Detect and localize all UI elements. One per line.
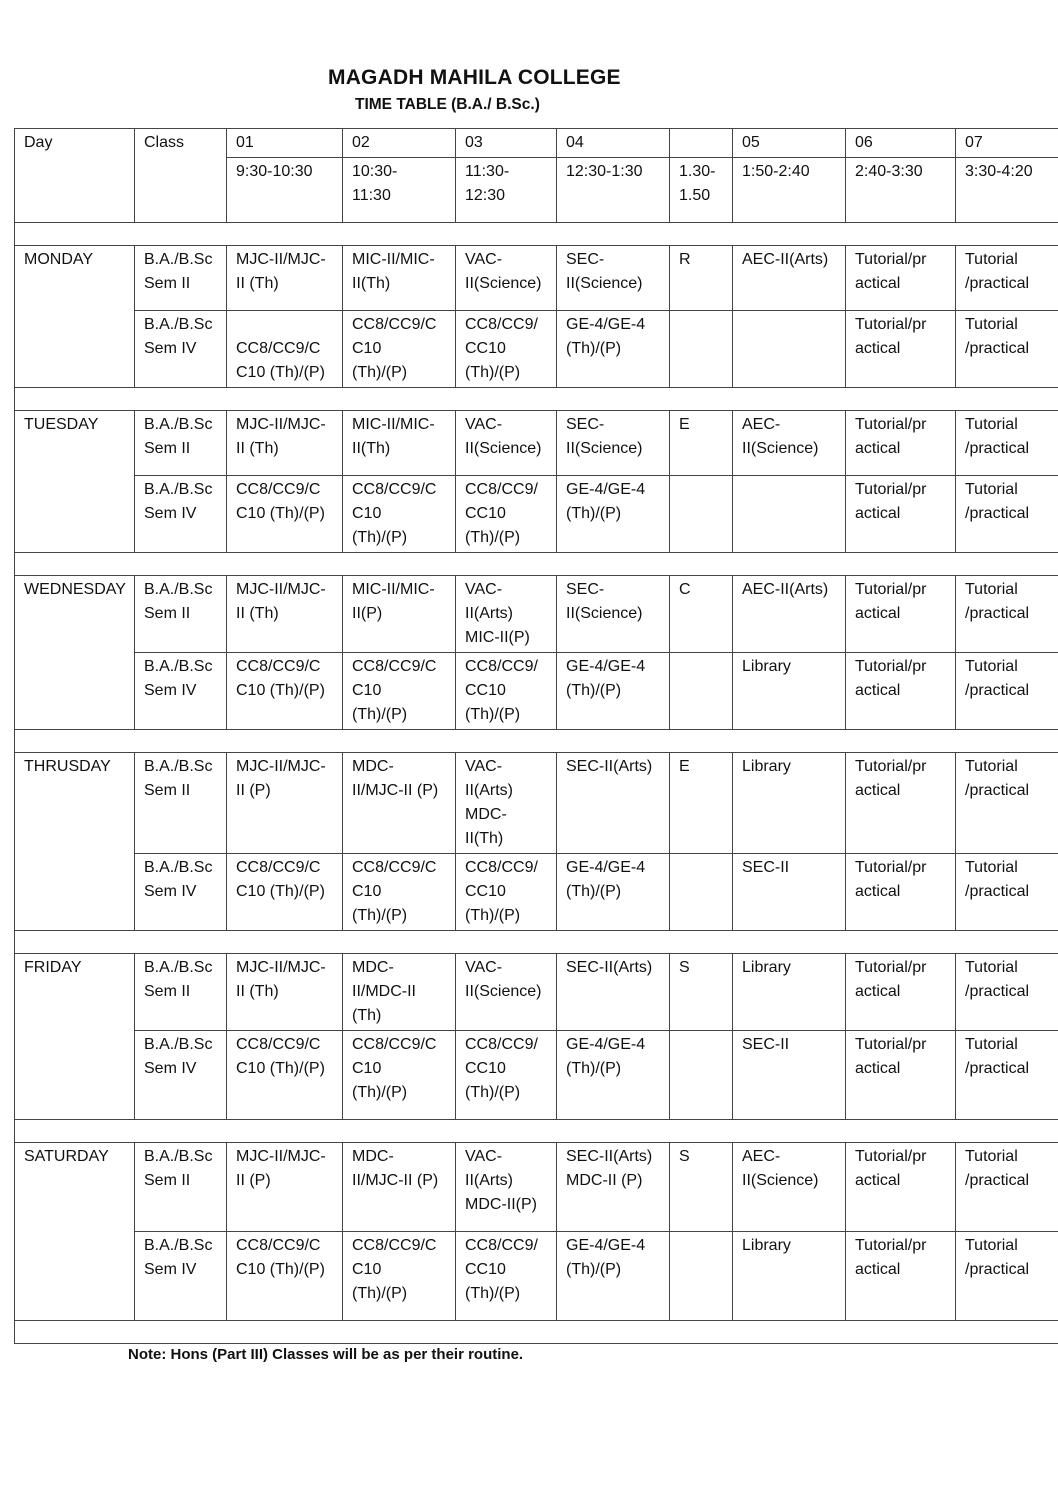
- schedule-cell: Tutorial /practical: [956, 1232, 1058, 1321]
- class-cell: B.A./B.Sc Sem II: [135, 1143, 227, 1232]
- schedule-cell: Tutorial /practical: [956, 311, 1058, 388]
- schedule-cell: CC8/CC9/C C10 (Th)/(P): [227, 854, 343, 931]
- schedule-cell: Tutorial /practical: [956, 246, 1058, 311]
- class-cell: B.A./B.Sc Sem II: [135, 576, 227, 653]
- schedule-cell: Tutorial/pr actical: [846, 854, 956, 931]
- schedule-cell: GE-4/GE-4 (Th)/(P): [557, 1031, 670, 1120]
- schedule-cell: VAC- II(Arts) MIC-II(P): [456, 576, 557, 653]
- header-row: [15, 129, 1058, 158]
- schedule-cell: AEC-II(Arts): [733, 246, 846, 311]
- schedule-cell: SEC-II(Arts): [557, 954, 670, 1031]
- schedule-cell: CC8/CC9/C C10 (Th)/(P): [343, 1232, 456, 1321]
- schedule-cell: CC8/CC9/C C10 (Th)/(P): [343, 854, 456, 931]
- period-header: [670, 129, 733, 158]
- schedule-cell: Library: [733, 753, 846, 854]
- time-header: 12:30-1:30: [557, 158, 670, 223]
- schedule-cell: Tutorial /practical: [956, 854, 1058, 931]
- spacer-cell: [15, 1120, 1058, 1143]
- schedule-cell: VAC- II(Arts) MDC- II(Th): [456, 753, 557, 854]
- class-cell: B.A./B.Sc Sem II: [135, 411, 227, 476]
- period-header: 05: [733, 129, 846, 158]
- schedule-cell: CC8/CC9/ CC10 (Th)/(P): [456, 311, 557, 388]
- schedule-cell: CC8/CC9/ CC10 (Th)/(P): [456, 854, 557, 931]
- table-row: [15, 411, 1058, 476]
- table-row: [15, 653, 1058, 730]
- schedule-cell: CC8/CC9/C C10 (Th)/(P): [227, 311, 343, 388]
- class-header: Class: [135, 129, 227, 223]
- schedule-cell: GE-4/GE-4 (Th)/(P): [557, 1232, 670, 1321]
- page-subtitle: TIME TABLE (B.A./ B.Sc.): [355, 96, 540, 113]
- schedule-cell: Tutorial/pr actical: [846, 1031, 956, 1120]
- spacer-row: [15, 1120, 1058, 1143]
- schedule-cell: CC8/CC9/C C10 (Th)/(P): [343, 1031, 456, 1120]
- timetable-body: [15, 129, 1058, 1344]
- schedule-cell: Library: [733, 1232, 846, 1321]
- schedule-cell: Tutorial/pr actical: [846, 1143, 956, 1232]
- time-header: 3:30-4:20: [956, 158, 1058, 223]
- table-row: [15, 476, 1058, 553]
- schedule-cell: SEC-II(Arts): [557, 753, 670, 854]
- schedule-cell: Tutorial /practical: [956, 576, 1058, 653]
- schedule-cell: VAC- II(Science): [456, 954, 557, 1031]
- schedule-cell: VAC- II(Arts) MDC-II(P): [456, 1143, 557, 1232]
- time-header: 9:30-10:30: [227, 158, 343, 223]
- period-header: 03: [456, 129, 557, 158]
- schedule-cell: SEC- II(Science): [557, 576, 670, 653]
- day-cell: MONDAY: [15, 246, 135, 388]
- class-cell: B.A./B.Sc Sem IV: [135, 1232, 227, 1321]
- period-header: 04: [557, 129, 670, 158]
- table-row: [15, 246, 1058, 311]
- schedule-cell: GE-4/GE-4 (Th)/(P): [557, 311, 670, 388]
- schedule-cell: CC8/CC9/C C10 (Th)/(P): [343, 311, 456, 388]
- schedule-cell: CC8/CC9/ CC10 (Th)/(P): [456, 476, 557, 553]
- schedule-cell: [733, 311, 846, 388]
- schedule-cell: [670, 476, 733, 553]
- schedule-cell: S: [670, 1143, 733, 1232]
- schedule-cell: MJC-II/MJC- II (Th): [227, 576, 343, 653]
- schedule-cell: [670, 653, 733, 730]
- schedule-cell: CC8/CC9/C C10 (Th)/(P): [227, 476, 343, 553]
- schedule-cell: GE-4/GE-4 (Th)/(P): [557, 476, 670, 553]
- schedule-cell: Tutorial/pr actical: [846, 576, 956, 653]
- schedule-cell: Tutorial/pr actical: [846, 411, 956, 476]
- class-cell: B.A./B.Sc Sem IV: [135, 653, 227, 730]
- schedule-cell: AEC- II(Science): [733, 411, 846, 476]
- schedule-cell: VAC- II(Science): [456, 246, 557, 311]
- spacer-cell: [15, 931, 1058, 954]
- class-cell: B.A./B.Sc Sem II: [135, 954, 227, 1031]
- schedule-cell: Library: [733, 653, 846, 730]
- schedule-cell: SEC- II(Science): [557, 246, 670, 311]
- spacer-cell: [15, 223, 1058, 246]
- schedule-cell: Tutorial /practical: [956, 753, 1058, 854]
- schedule-cell: MDC- II/MJC-II (P): [343, 1143, 456, 1232]
- spacer-row: [15, 1321, 1058, 1344]
- spacer-cell: [15, 1321, 1058, 1344]
- spacer-row: [15, 388, 1058, 411]
- schedule-cell: MDC- II/MJC-II (P): [343, 753, 456, 854]
- period-header: 02: [343, 129, 456, 158]
- schedule-cell: S: [670, 954, 733, 1031]
- schedule-cell: MIC-II/MIC- II(Th): [343, 246, 456, 311]
- schedule-cell: Tutorial/pr actical: [846, 311, 956, 388]
- schedule-cell: SEC-II: [733, 1031, 846, 1120]
- schedule-cell: Tutorial /practical: [956, 1143, 1058, 1232]
- schedule-cell: Tutorial/pr actical: [846, 753, 956, 854]
- spacer-cell: [15, 553, 1058, 576]
- class-cell: B.A./B.Sc Sem IV: [135, 1031, 227, 1120]
- schedule-cell: CC8/CC9/C C10 (Th)/(P): [227, 1232, 343, 1321]
- schedule-cell: [670, 1031, 733, 1120]
- schedule-cell: SEC-II: [733, 854, 846, 931]
- spacer-row: [15, 223, 1058, 246]
- table-row: [15, 854, 1058, 931]
- schedule-cell: MDC- II/MDC-II (Th): [343, 954, 456, 1031]
- schedule-cell: E: [670, 411, 733, 476]
- spacer-row: [15, 553, 1058, 576]
- schedule-cell: Tutorial/pr actical: [846, 954, 956, 1031]
- table-row: [15, 311, 1058, 388]
- schedule-cell: MJC-II/MJC- II (Th): [227, 246, 343, 311]
- class-cell: B.A./B.Sc Sem IV: [135, 476, 227, 553]
- schedule-cell: [733, 476, 846, 553]
- schedule-cell: MJC-II/MJC- II (Th): [227, 954, 343, 1031]
- schedule-cell: [670, 311, 733, 388]
- table-row: [15, 753, 1058, 854]
- spacer-row: [15, 730, 1058, 753]
- schedule-cell: AEC- II(Science): [733, 1143, 846, 1232]
- schedule-cell: Tutorial/pr actical: [846, 1232, 956, 1321]
- schedule-cell: CC8/CC9/C C10 (Th)/(P): [227, 653, 343, 730]
- schedule-cell: Tutorial/pr actical: [846, 246, 956, 311]
- schedule-cell: Tutorial /practical: [956, 653, 1058, 730]
- schedule-cell: CC8/CC9/C C10 (Th)/(P): [227, 1031, 343, 1120]
- schedule-cell: GE-4/GE-4 (Th)/(P): [557, 854, 670, 931]
- table-row: [15, 1232, 1058, 1321]
- spacer-cell: [15, 388, 1058, 411]
- schedule-cell: CC8/CC9/C C10 (Th)/(P): [343, 653, 456, 730]
- schedule-cell: MJC-II/MJC- II (Th): [227, 411, 343, 476]
- period-header: 07: [956, 129, 1058, 158]
- schedule-cell: CC8/CC9/ CC10 (Th)/(P): [456, 1232, 557, 1321]
- schedule-cell: [670, 854, 733, 931]
- table-row: [15, 954, 1058, 1031]
- day-header: Day: [15, 129, 135, 223]
- class-cell: B.A./B.Sc Sem IV: [135, 311, 227, 388]
- period-header: 06: [846, 129, 956, 158]
- schedule-cell: VAC- II(Science): [456, 411, 557, 476]
- table-row: [15, 1031, 1058, 1120]
- time-header: 10:30- 11:30: [343, 158, 456, 223]
- schedule-cell: MIC-II/MIC- II(P): [343, 576, 456, 653]
- schedule-cell: AEC-II(Arts): [733, 576, 846, 653]
- schedule-cell: CC8/CC9/ CC10 (Th)/(P): [456, 1031, 557, 1120]
- table-row: [15, 576, 1058, 653]
- time-header: 1:50-2:40: [733, 158, 846, 223]
- period-header: 01: [227, 129, 343, 158]
- schedule-cell: Tutorial /practical: [956, 411, 1058, 476]
- schedule-cell: Tutorial /practical: [956, 476, 1058, 553]
- schedule-cell: Tutorial/pr actical: [846, 653, 956, 730]
- class-cell: B.A./B.Sc Sem IV: [135, 854, 227, 931]
- time-header: 11:30- 12:30: [456, 158, 557, 223]
- footer-note: Note: Hons (Part III) Classes will be as per their routine.: [128, 1346, 524, 1363]
- class-cell: B.A./B.Sc Sem II: [135, 246, 227, 311]
- day-cell: FRIDAY: [15, 954, 135, 1120]
- schedule-cell: Tutorial /practical: [956, 954, 1058, 1031]
- schedule-cell: E: [670, 753, 733, 854]
- spacer-row: [15, 931, 1058, 954]
- day-cell: WEDNESDAY: [15, 576, 135, 730]
- schedule-cell: GE-4/GE-4 (Th)/(P): [557, 653, 670, 730]
- day-cell: THRUSDAY: [15, 753, 135, 931]
- schedule-cell: MIC-II/MIC- II(Th): [343, 411, 456, 476]
- spacer-cell: [15, 730, 1058, 753]
- schedule-cell: CC8/CC9/ CC10 (Th)/(P): [456, 653, 557, 730]
- class-cell: B.A./B.Sc Sem II: [135, 753, 227, 854]
- schedule-cell: R: [670, 246, 733, 311]
- timetable: [14, 128, 1058, 1344]
- schedule-cell: SEC- II(Science): [557, 411, 670, 476]
- time-header: 2:40-3:30: [846, 158, 956, 223]
- schedule-cell: Tutorial /practical: [956, 1031, 1058, 1120]
- page-title: MAGADH MAHILA COLLEGE: [328, 66, 621, 89]
- schedule-cell: Library: [733, 954, 846, 1031]
- time-header: 1.30- 1.50: [670, 158, 733, 223]
- schedule-cell: MJC-II/MJC- II (P): [227, 1143, 343, 1232]
- day-cell: TUESDAY: [15, 411, 135, 553]
- schedule-cell: CC8/CC9/C C10 (Th)/(P): [343, 476, 456, 553]
- schedule-cell: [670, 1232, 733, 1321]
- table-row: [15, 1143, 1058, 1232]
- schedule-cell: MJC-II/MJC- II (P): [227, 753, 343, 854]
- schedule-cell: C: [670, 576, 733, 653]
- schedule-cell: Tutorial/pr actical: [846, 476, 956, 553]
- day-cell: SATURDAY: [15, 1143, 135, 1321]
- schedule-cell: SEC-II(Arts) MDC-II (P): [557, 1143, 670, 1232]
